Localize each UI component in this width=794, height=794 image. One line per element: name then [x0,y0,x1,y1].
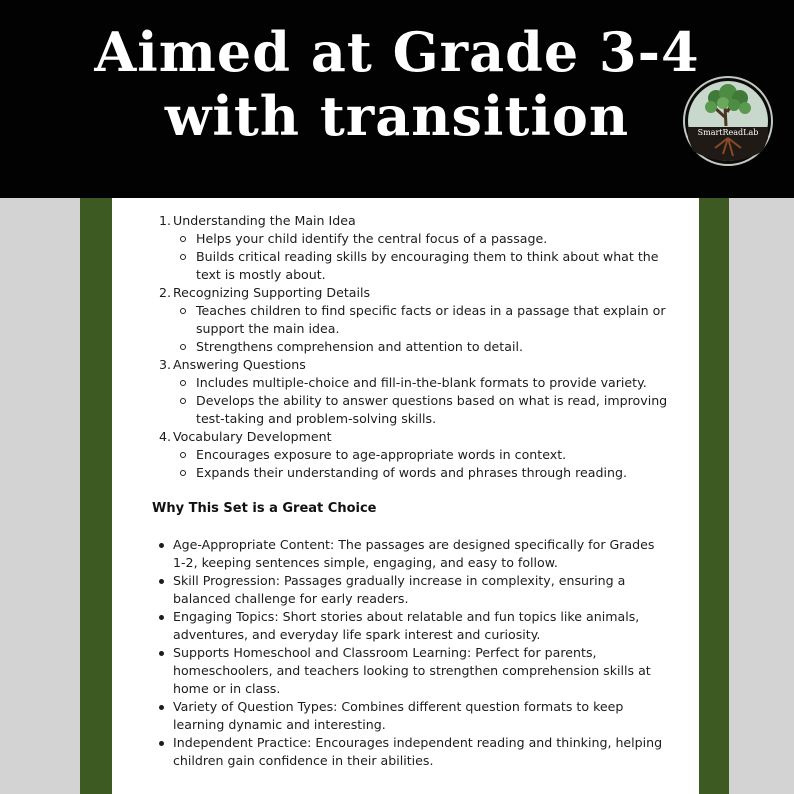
bullet-icon [159,543,164,548]
benefits-list [112,536,699,770]
list-item-title: Recognizing Supporting Details [173,285,371,300]
circle-bullet-icon [180,470,186,476]
benefit-text: Skill Progression: Passages gradually increase in complexity, ensuring a balanced challenge for early readers. [173,573,626,606]
list-item [112,698,699,734]
bullet-icon [159,615,164,620]
section-heading: Why This Set is a Great Choice [152,501,377,516]
sub-point-text: Includes multiple-choice and fill-in-the-blank formats to provide variety. [196,375,647,390]
list-item-title: Answering Questions [173,357,306,372]
green-border-left [80,198,112,794]
sub-point-text: Expands their understanding of words and phrases through reading. [196,465,627,480]
sub-point [112,248,699,284]
list-item [112,572,699,608]
circle-bullet-icon [180,254,186,260]
sub-point-text: Develops the ability to answer questions based on what is read, improving test-taking and problem-solving skills. [196,393,668,426]
list-item [112,734,699,770]
sub-point [112,446,699,464]
bullet-icon [159,579,164,584]
list-number: 3. [159,357,172,372]
title-line-2: with transition [164,84,630,148]
title-line-1: Aimed at Grade 3-4 [94,20,700,84]
list-item [112,356,699,374]
page-title [0,20,794,148]
circle-bullet-icon [180,452,186,458]
list-item-title: Understanding the Main Idea [173,213,356,228]
sub-point-text: Builds critical reading skills by encouraging them to think about what the text is mostly about. [196,249,659,282]
circle-bullet-icon [180,398,186,404]
circle-bullet-icon [180,344,186,350]
benefit-text: Independent Practice: Encourages independent reading and thinking, helping children gain confidence in their abilities. [173,735,663,768]
benefit-text: Variety of Question Types: Combines different question formats to keep learning dynamic and interesting. [173,699,624,732]
numbered-list [112,212,699,482]
sub-point [112,464,699,482]
sub-point-text: Encourages exposure to age-appropriate words in context. [196,447,567,462]
header-banner [0,0,794,198]
sub-point-text: Strengthens comprehension and attention to detail. [196,339,523,354]
list-item [112,608,699,644]
benefit-text: Supports Homeschool and Classroom Learning: Perfect for parents, homeschoolers, and teachers looking to strengthen comprehension skills at home or in class. [173,645,651,696]
circle-bullet-icon [180,380,186,386]
list-item [112,212,699,230]
sub-point-text: Helps your child identify the central focus of a passage. [196,231,548,246]
bullet-icon [159,741,164,746]
sub-point-text: Teaches children to find specific facts or ideas in a passage that explain or support the main idea. [196,303,666,336]
sub-point [112,230,699,248]
document-page [112,198,699,794]
circle-bullet-icon [180,308,186,314]
sub-point [112,374,699,392]
bullet-icon [159,651,164,656]
list-item [112,428,699,446]
smartreadlab-logo [683,76,773,166]
sub-point [112,338,699,356]
benefit-text: Engaging Topics: Short stories about relatable and fun topics like animals, adventures, and everyday life spark interest and curiosity. [173,609,640,642]
list-item-title: Vocabulary Development [173,429,332,444]
green-border-right [699,198,729,794]
list-item [112,644,699,698]
list-number: 2. [159,285,172,300]
list-number: 4. [159,429,172,444]
list-number: 1. [159,213,172,228]
logo-text: SmartReadLab [697,128,759,137]
list-item [112,536,699,572]
sub-point [112,302,699,338]
list-item [112,284,699,302]
circle-bullet-icon [180,236,186,242]
sub-point [112,392,699,428]
bullet-icon [159,705,164,710]
benefit-text: Age-Appropriate Content: The passages are designed specifically for Grades 1-2, keeping sentences simple, engaging, and easy to follow. [173,537,655,570]
